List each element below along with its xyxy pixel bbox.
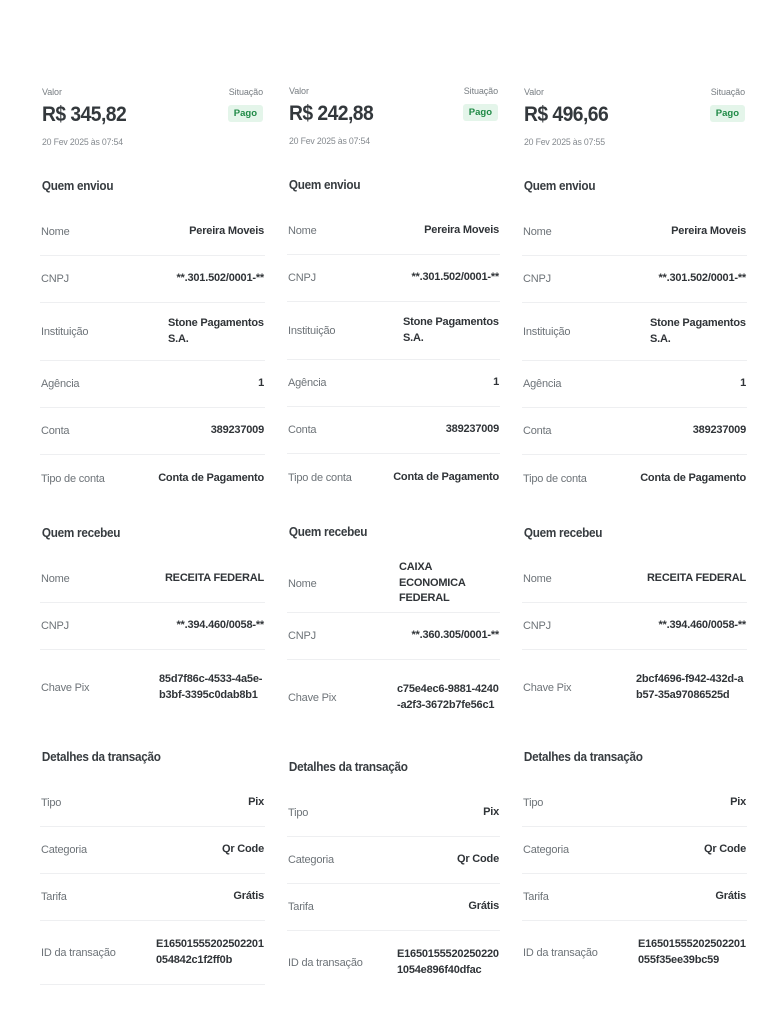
transaction-date: 20 Fev 2025 às 07:54 [289,136,370,147]
details-tarifa-row [522,874,747,921]
receiver-rows [40,556,265,726]
sender-conta-value: 389237009 [445,423,499,436]
sender-nome-value: Pereira Moveis [424,224,499,237]
row-label: Categoria [41,844,87,856]
sender-agencia-row [522,361,747,408]
receiver-nome-row [287,555,500,613]
sender-agencia-value: 1 [740,377,746,390]
details-id-value: E16501555202502201054842c1f2ff0b [156,937,264,966]
row-label: Tipo [41,797,62,809]
details-section-title: Detalhes da transação [41,750,161,764]
row-label: Conta [288,424,317,436]
sender-instituicao-row [40,303,265,361]
row-label: ID da transação [523,947,598,959]
sender-instituicao-value: Stone Pagamentos S.A. [403,315,499,344]
sender-section-title: Quem enviou [41,179,114,193]
status-badge: Pago [710,105,745,122]
row-label: Tipo de conta [41,472,105,485]
details-id-value: E16501555202502201055f35ee39bc59 [638,938,746,966]
receiver-chave-pix-row [287,660,500,736]
details-id-row [40,921,265,985]
receiver-nome-value: RECEITA FEDERAL [164,572,264,585]
receiver-nome-value: CAIXA ECONOMICA FEDERAL [399,560,466,605]
situacao-label: Situação [228,87,263,97]
row-label: CNPJ [523,620,551,632]
sender-tipo-conta-row [522,455,747,502]
row-label: Conta [523,425,552,437]
receiver-chave-pix-value: 2bcf4696-f942-432d-ab57-35a97086525d [636,673,744,701]
row-label: Agência [41,378,80,390]
receiver-nome-row [40,556,265,603]
row-label: Chave Pix [288,692,337,704]
receipt-card-2 [287,84,500,995]
details-categoria-value: Qr Code [704,843,746,856]
row-label: Tarifa [41,891,67,903]
row-label: Tipo [288,807,309,819]
details-id-row [522,921,747,985]
details-tarifa-value: Grátis [233,890,264,903]
receiver-nome-row [522,556,747,603]
receiver-section-title: Quem recebeu [41,526,121,540]
sender-instituicao-row [287,302,500,360]
details-tipo-row [522,780,747,827]
row-label: Instituição [41,325,89,338]
row-label: CNPJ [288,630,316,642]
sender-rows [522,209,747,502]
valor-label: Valor [289,86,309,96]
receipt-card-1 [40,85,265,985]
situacao-label: Situação [710,87,745,97]
details-id-row [287,931,500,995]
row-label: Nome [41,573,70,585]
details-tipo-row [287,790,500,837]
row-label: Nome [288,225,317,237]
row-label: Instituição [523,325,571,338]
row-label: Tipo [523,797,544,809]
receipt-header [287,84,500,168]
sender-tipo-conta-value: Conta de Pagamento [393,470,499,483]
sender-cnpj-value: **.301.502/0001-** [658,272,746,285]
transaction-date: 20 Fev 2025 às 07:54 [42,137,123,148]
receipt-header [522,85,747,169]
details-tipo-value: Pix [483,806,499,819]
details-categoria-row [40,827,265,874]
sender-tipo-conta-row [287,454,500,501]
valor-label: Valor [524,87,544,97]
receiver-cnpj-value: **.394.460/0058-** [658,619,746,632]
sender-rows [287,208,500,501]
sender-section-title: Quem enviou [523,179,596,193]
sender-agencia-value: 1 [258,377,264,390]
amount-value: R$ 496,66 [524,103,609,126]
row-label: Tipo de conta [523,472,587,485]
sender-agencia-row [40,361,265,408]
valor-label: Valor [42,87,62,97]
receiver-cnpj-row [287,613,500,660]
sender-nome-value: Pereira Moveis [189,225,264,238]
amount-value: R$ 345,82 [42,103,127,126]
details-rows [40,780,265,985]
receiver-section-title: Quem recebeu [523,526,603,540]
sender-conta-row [40,408,265,455]
sender-conta-row [522,408,747,455]
row-label: Categoria [288,854,334,866]
row-label: Tarifa [288,901,314,913]
receiver-section-title: Quem recebeu [288,525,368,539]
receiver-cnpj-row [40,603,265,650]
details-tipo-value: Pix [730,796,746,809]
amount-value: R$ 242,88 [289,102,374,125]
details-categoria-value: Qr Code [222,843,264,856]
details-tarifa-value: Grátis [468,900,499,913]
row-label: Tarifa [523,891,549,903]
row-label: ID da transação [288,957,363,969]
sender-tipo-conta-row [40,455,265,502]
row-label: ID da transação [41,946,116,959]
row-label: Chave Pix [41,682,90,694]
receiver-chave-pix-row [522,650,747,726]
details-tarifa-row [40,874,265,921]
row-label: Agência [523,378,562,390]
receipt-card-3 [522,85,747,985]
details-categoria-value: Qr Code [457,853,499,866]
details-tarifa-value: Grátis [715,890,746,903]
row-label: CNPJ [523,273,551,285]
receipt-header [40,85,265,169]
details-rows [287,790,500,995]
details-rows [522,780,747,985]
sender-nome-value: Pereira Moveis [671,225,746,238]
sender-instituicao-value: Stone Pagamentos S.A. [650,316,746,345]
row-label: CNPJ [288,272,316,284]
sender-conta-value: 389237009 [210,424,264,437]
situacao-label: Situação [463,86,498,96]
details-categoria-row [522,827,747,874]
sender-instituicao-value: Stone Pagamentos S.A. [168,316,264,345]
row-label: Agência [288,377,327,389]
sender-tipo-conta-value: Conta de Pagamento [158,471,264,484]
sender-rows [40,209,265,502]
sender-nome-row [522,209,747,256]
row-label: Nome [288,577,317,590]
details-section-title: Detalhes da transação [523,750,643,764]
sender-agencia-value: 1 [493,376,499,389]
row-label: Chave Pix [523,682,572,694]
details-categoria-row [287,837,500,884]
receiver-cnpj-value: **.394.460/0058-** [176,619,264,632]
sender-nome-row [287,208,500,255]
sender-cnpj-row [522,256,747,303]
receiver-chave-pix-row [40,650,265,726]
row-label: CNPJ [41,273,69,285]
sender-agencia-row [287,360,500,407]
row-label: Categoria [523,844,569,856]
sender-nome-row [40,209,265,256]
receiver-chave-pix-value: 85d7f86c-4533-4a5e-b3bf-3395c0dab8b1 [159,673,263,701]
status-badge: Pago [463,104,498,121]
sender-cnpj-value: **.301.502/0001-** [411,271,499,284]
sender-conta-row [287,407,500,454]
receiver-rows [287,555,500,736]
details-tipo-value: Pix [248,796,264,809]
row-label: Tipo de conta [288,471,352,484]
receiver-rows [522,556,747,726]
receiver-cnpj-row [522,603,747,650]
status-badge: Pago [228,105,263,122]
row-label: CNPJ [41,620,69,632]
row-label: Conta [41,425,70,437]
receiver-cnpj-value: **.360.305/0001-** [411,629,499,642]
sender-instituicao-row [522,303,747,361]
sender-section-title: Quem enviou [288,178,361,192]
sender-tipo-conta-value: Conta de Pagamento [640,471,746,484]
details-id-value: E16501555202502201054e896f40dfac [397,948,499,976]
row-label: Nome [523,573,552,585]
details-tipo-row [40,780,265,827]
row-label: Nome [41,226,70,238]
sender-cnpj-row [40,256,265,303]
row-label: Instituição [288,324,336,337]
details-section-title: Detalhes da transação [288,760,408,774]
sender-cnpj-row [287,255,500,302]
sender-cnpj-value: **.301.502/0001-** [176,272,264,285]
receiver-chave-pix-value: c75e4ec6-9881-4240-a2f3-3672b7fe56c1 [397,683,499,711]
details-tarifa-row [287,884,500,931]
row-label: Nome [523,226,552,238]
transaction-date: 20 Fev 2025 às 07:55 [524,137,605,148]
sender-conta-value: 389237009 [692,424,746,437]
receiver-nome-value: RECEITA FEDERAL [646,572,746,585]
